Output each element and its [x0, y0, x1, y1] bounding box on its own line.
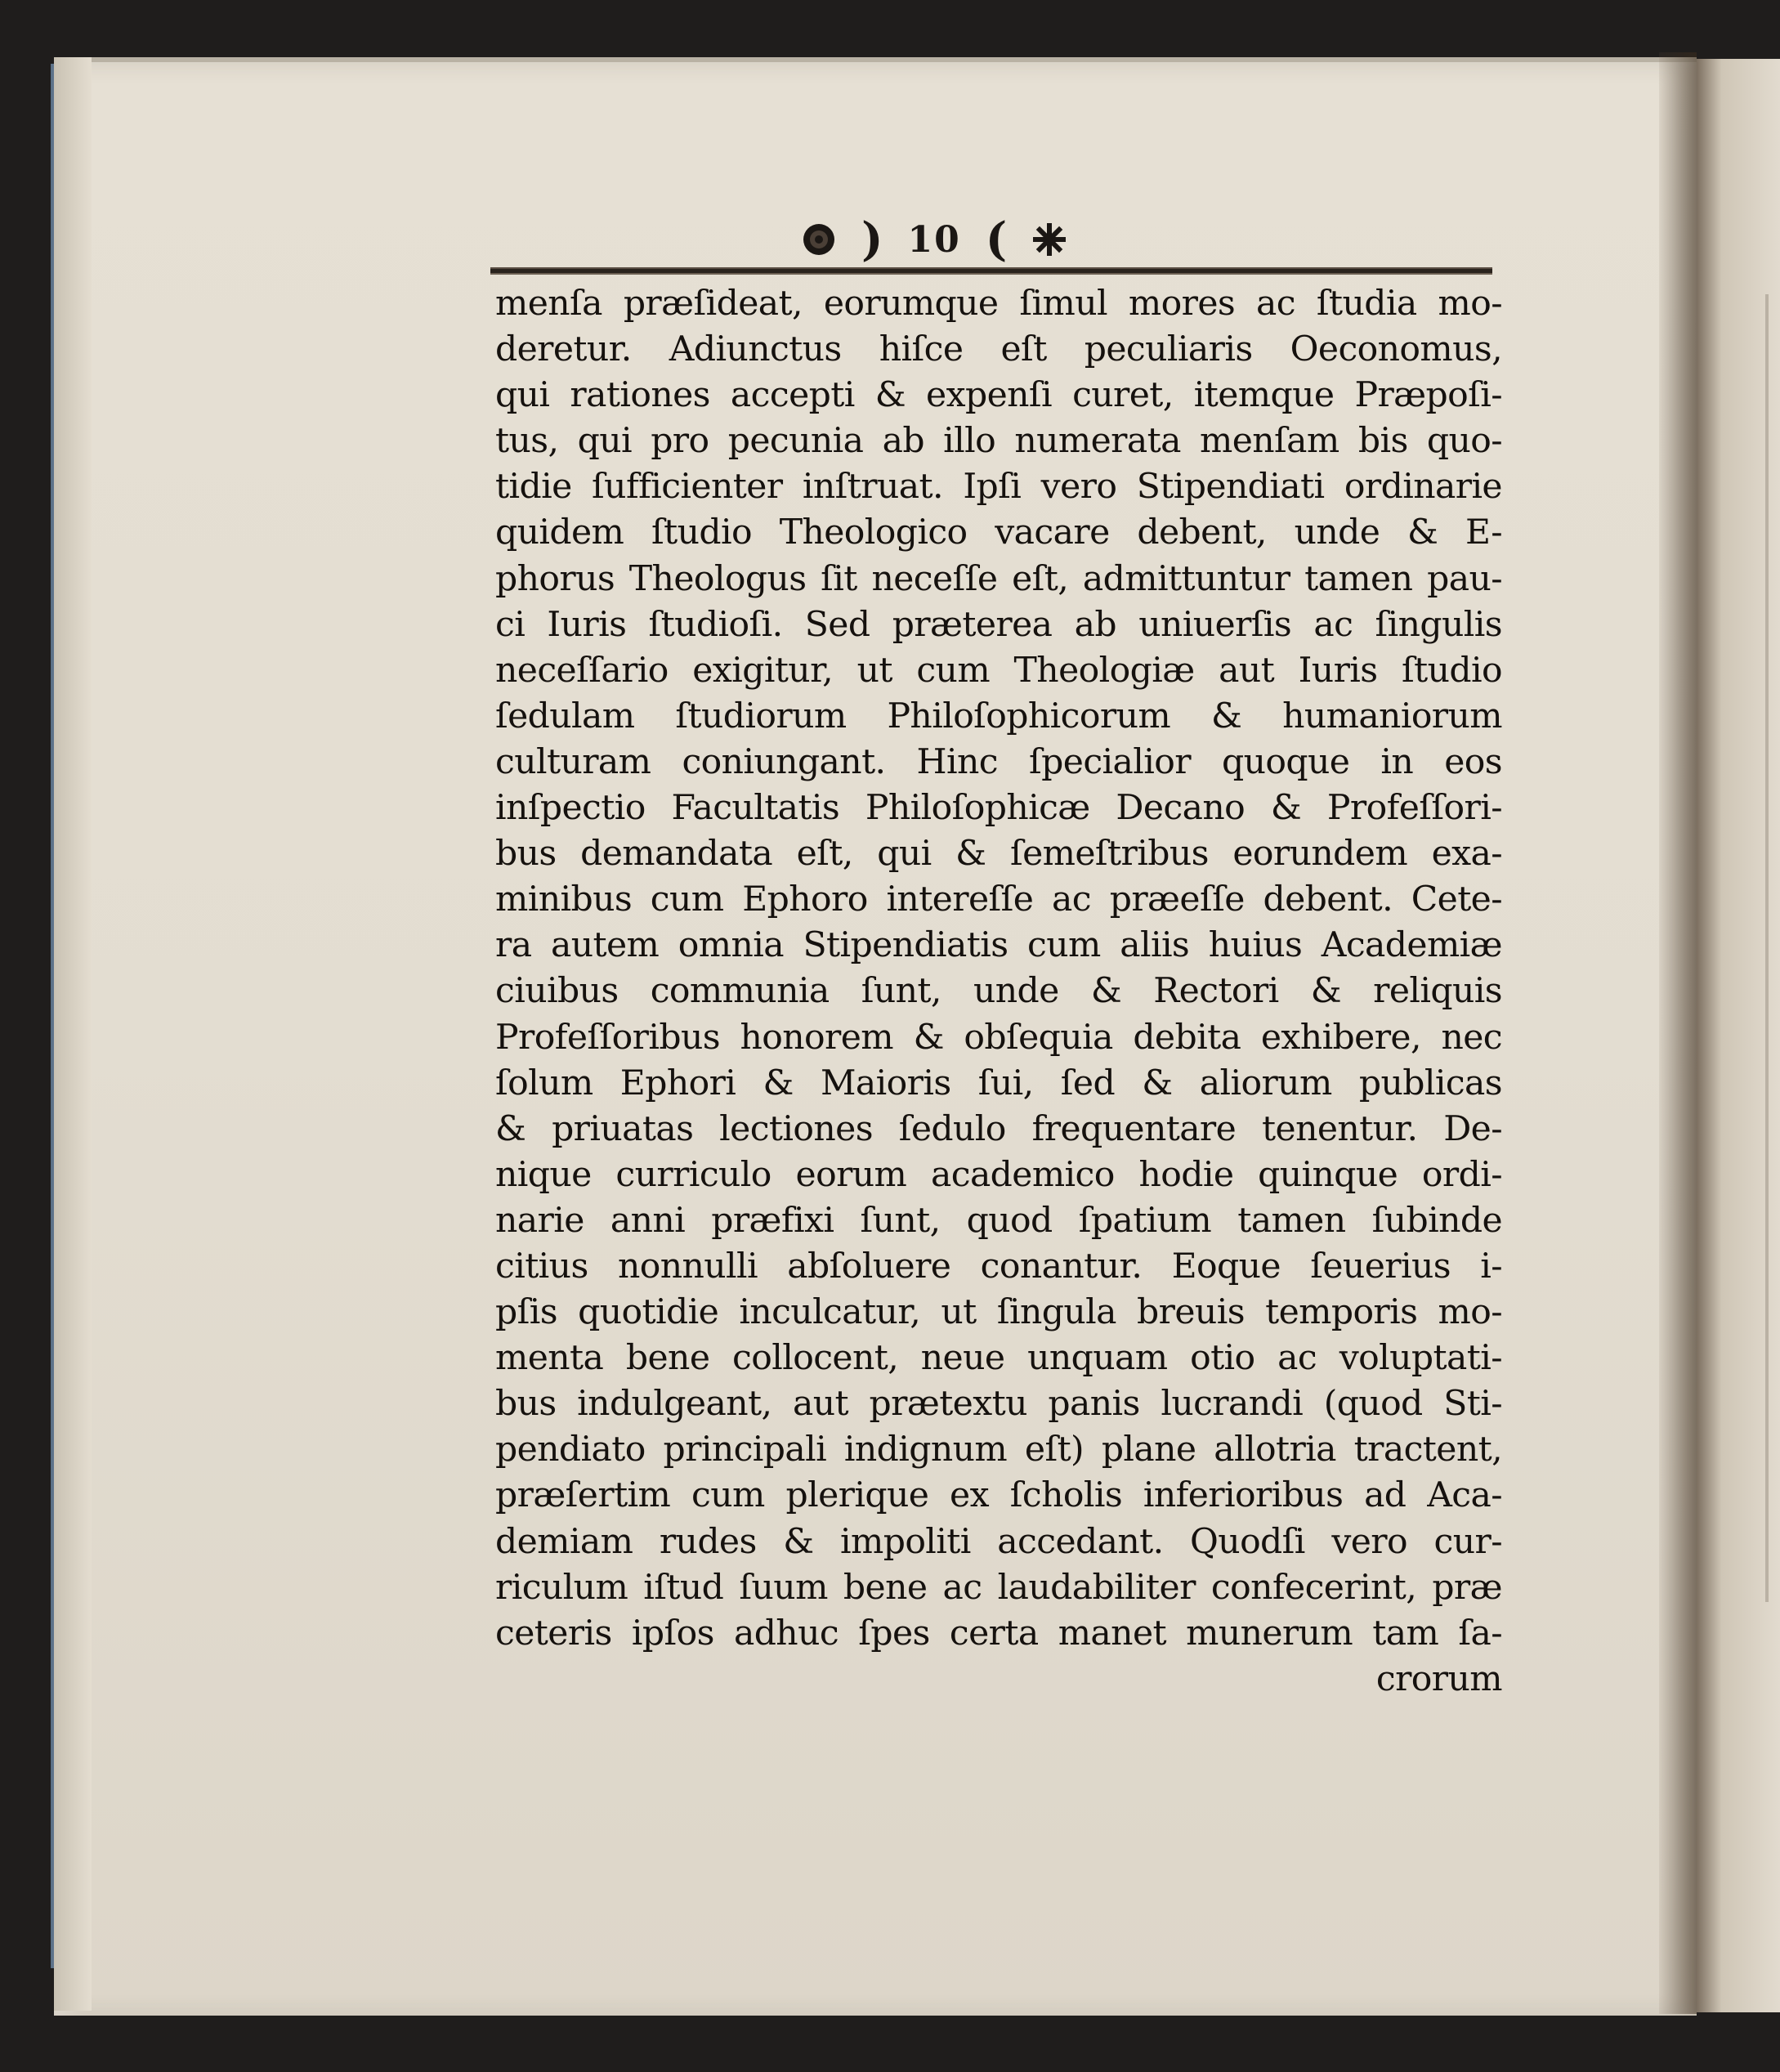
- head-rule: [490, 266, 1492, 276]
- text-line: Profeſſoribus honorem & obſequia debita exhibere, nec: [495, 1017, 1502, 1058]
- text-line: pendiato principali indignum eſt) plane allotria tractent,: [495, 1430, 1502, 1470]
- text-line: ſedulam ſtudiorum Philoſophicorum & humaniorum: [495, 696, 1502, 736]
- text-line: neceſſario exigitur, ut cum Theologiæ aut Iuris ſtudio: [495, 650, 1502, 691]
- running-head: [801, 207, 1177, 272]
- text-line: phorus Theologus ſit neceſſe eſt, admittuntur tamen pau-: [495, 558, 1502, 599]
- catchword: crorum: [1375, 1658, 1502, 1699]
- text-line: inſpectio Facultatis Philoſophicæ Decano & Profeſſori-: [495, 788, 1502, 829]
- text-line: citius nonnulli abſoluere conantur. Eoque ſeuerius i-: [495, 1246, 1502, 1287]
- text-line: nique curriculo eorum academico hodie quinque ordi-: [495, 1154, 1502, 1195]
- text-line: qui rationes accepti & expenſi curet, itemque Præpoſi-: [495, 375, 1502, 416]
- text-line: & priuatas lectiones ſedulo frequentare tenentur. De-: [495, 1108, 1502, 1149]
- text-line: præſertim cum plerique ex ſcholis inferioribus ad Aca-: [495, 1475, 1502, 1516]
- text-line: deretur. Adiunctus hiſce eſt peculiaris Oeconomus,: [495, 329, 1502, 370]
- text-line: quidem ſtudio Theologico vacare debent, unde & E-: [495, 512, 1502, 553]
- text-line: tidie ſufficienter inſtruat. Ipſi vero Stipendiati ordinarie: [495, 467, 1502, 508]
- text-line: pſis quotidie inculcatur, ut ſingula breuis temporis mo-: [495, 1292, 1502, 1333]
- floral-ornament-right-icon: [1031, 222, 1067, 257]
- text-line: menta bene collocent, neue unquam otio ac voluptati-: [495, 1338, 1502, 1379]
- text-line: menſa præſideat, eorumque ſimul mores ac ſtudia mo-: [495, 284, 1502, 324]
- page-left-margin: [54, 57, 92, 2011]
- text-line: narie anni præfixi ſunt, quod ſpatium tamen ſubinde: [495, 1200, 1502, 1241]
- text-line: ci Iuris ſtudioſi. Sed præterea ab uniuerſis ac ſingulis: [495, 604, 1502, 645]
- running-head-right-paren: (: [985, 213, 1008, 266]
- facing-page-rule: [1765, 294, 1769, 1602]
- text-line: ceteris ipſos adhuc ſpes certa manet munerum tam ſa-: [495, 1613, 1502, 1654]
- spine-shadow: [1659, 52, 1697, 2014]
- text-line: bus indulgeant, aut prætextu panis lucrandi (quod Sti-: [495, 1384, 1502, 1425]
- text-line: tus, qui pro pecunia ab illo numerata menſam bis quo-: [495, 421, 1502, 462]
- text-line: ſolum Ephori & Maioris ſui, ſed & aliorum publicas: [495, 1063, 1502, 1103]
- page-number: 10: [907, 218, 961, 261]
- text-line: demiam rudes & impoliti accedant. Quodſi vero cur-: [495, 1521, 1502, 1562]
- body-text: [495, 281, 1502, 1703]
- text-line: bus demandata eſt, qui & ſemeſtribus eorundem exa-: [495, 834, 1502, 875]
- text-line: minibus cum Ephoro intereſſe ac præeſſe debent. Cete-: [495, 879, 1502, 920]
- text-line: riculum iſtud ſuum bene ac laudabiliter confecerint, præ: [495, 1567, 1502, 1608]
- running-head-left-paren: ): [861, 213, 883, 266]
- text-line: ciuibus communia ſunt, unde & Rectori & reliquis: [495, 971, 1502, 1012]
- text-line: ra autem omnia Stipendiatis cum aliis huius Academiæ: [495, 925, 1502, 966]
- text-line: culturam coniungant. Hinc ſpecialior quoque in eos: [495, 741, 1502, 782]
- floral-ornament-left-icon: [801, 222, 837, 257]
